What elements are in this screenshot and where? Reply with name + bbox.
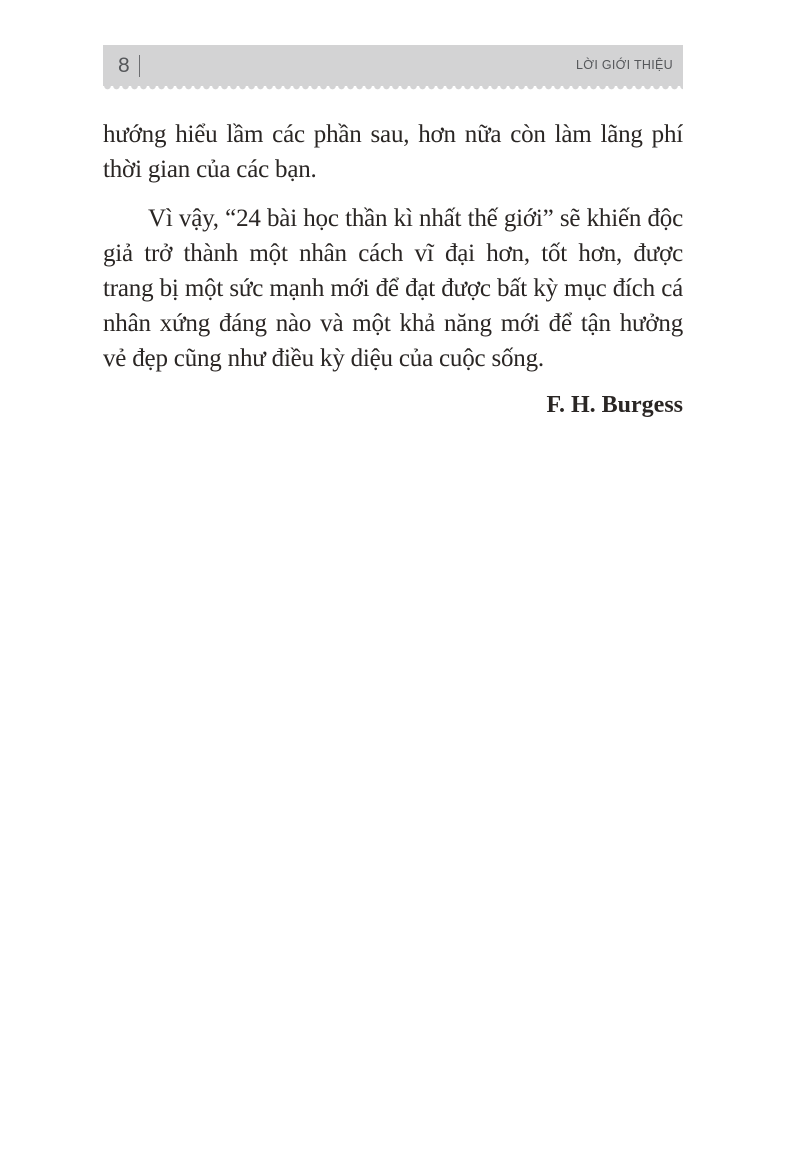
paragraph-2-line: Vì vậy, “24 bài học thần kì nhất thế giới” sẽ khiến độc (148, 205, 683, 232)
page-header (103, 45, 683, 86)
page-body (103, 117, 683, 422)
paragraph-2-line: vẻ đẹp cũng như điều kỳ diệu của cuộc sống. (103, 345, 544, 372)
header-left-group (118, 55, 140, 77)
paragraph-2 (103, 201, 683, 376)
author-signature: F. H. Burgess (546, 392, 683, 418)
paragraph-1-line: thời gian của các bạn. (103, 156, 317, 183)
page-number: 8 (118, 54, 130, 77)
paragraph-2-line: nhân xứng đáng nào và một khả năng mới để tận hưởng (103, 310, 683, 337)
paragraph-2-line: trang bị một sức mạnh mới để đạt được bất kỳ mục đích cá (103, 275, 683, 302)
header-separator-line (139, 55, 141, 77)
paragraph-1-line: hướng hiểu lầm các phần sau, hơn nữa còn làm lãng phí (103, 121, 683, 148)
paragraph-1 (103, 117, 683, 187)
running-section-title: LỜI GIỚI THIỆU (576, 58, 673, 73)
paragraph-2-line: giả trở thành một nhân cách vĩ đại hơn, tốt hơn, được (103, 240, 683, 267)
header-scalloped-edge (103, 86, 683, 91)
